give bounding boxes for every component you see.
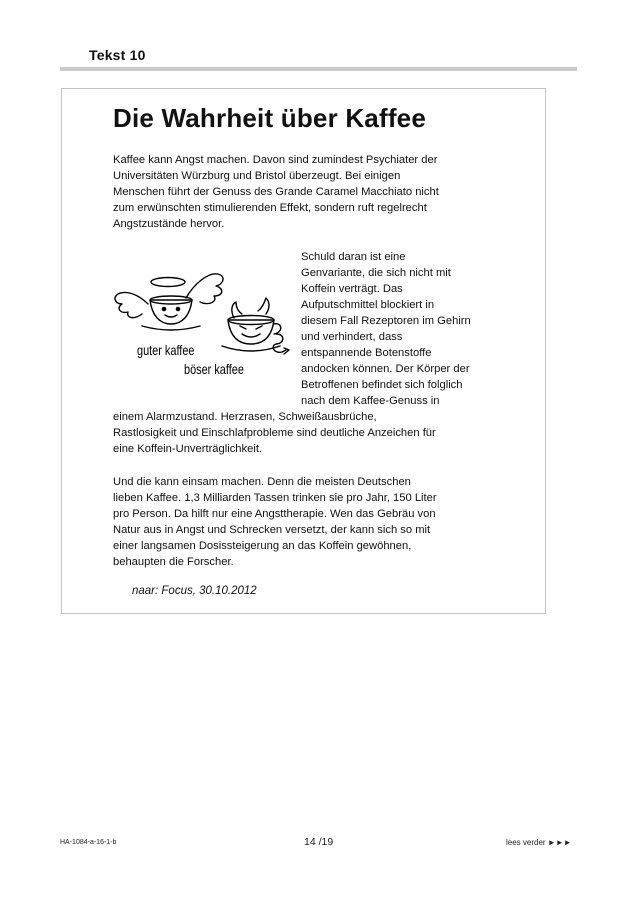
article-paragraph-2: Schuld daran ist eine Genvariante, die sich nicht mit Koffein verträgt. Das Aufputschmittel blockiert in diesem Fall Rezeptoren im Gehirn und verhindert, dass entspannende Botenstoffe andocken können. Der Körper der Betroffenen befindet sich folglich nach dem Kaffee-Genuss in (301, 251, 471, 407)
article-source: naar: Focus, 30.10.2012 (132, 585, 257, 597)
article-paragraph-3: einem Alarmzustand. Herzrasen, Schweißausbrüche, Rastlosigkeit und Einschlafprobleme sind deutliche Anzeichen für eine Koffein-Unverträglichkeit. (113, 411, 436, 455)
article-paragraph-4: Und die kann einsam machen. Denn die meisten Deutschen lieben Kaffee. 1,3 Milliarden Tassen trinken sie pro Jahr, 150 Liter pro Person. Da hilft nur eine Angsttherapie. Wen das Gebräu von Natur aus in Angst und Schrecken versetzt, der kann sich so mit einer langsamen Dosissteigerung an das Koffein gewöhnen, behaupten die Forscher. (113, 476, 437, 568)
good-coffee-label: guter kaffee (137, 342, 195, 358)
exam-code: HA-1084-a-16-1-b (60, 839, 117, 846)
article-title: Die Wahrheit über Kaffee (113, 103, 427, 133)
section-heading: Tekst 10 (89, 47, 146, 63)
continue-indicator: lees verder ►►► (506, 838, 572, 847)
page-number: 14 /19 (304, 836, 334, 848)
bad-coffee-label: böser kaffee (184, 361, 244, 377)
article-paragraph-1: Kaffee kann Angst machen. Davon sind zumindest Psychiater der Universitäten Würzburg und Bristol überzeugt. Bei einigen Menschen führt der Genuss des Grande Caramel Macchiato nicht zum erwünschten stimulierenden Effekt, sondern ruft regelrecht Angstzustände hervor. (113, 154, 439, 230)
header-divider (60, 67, 577, 71)
